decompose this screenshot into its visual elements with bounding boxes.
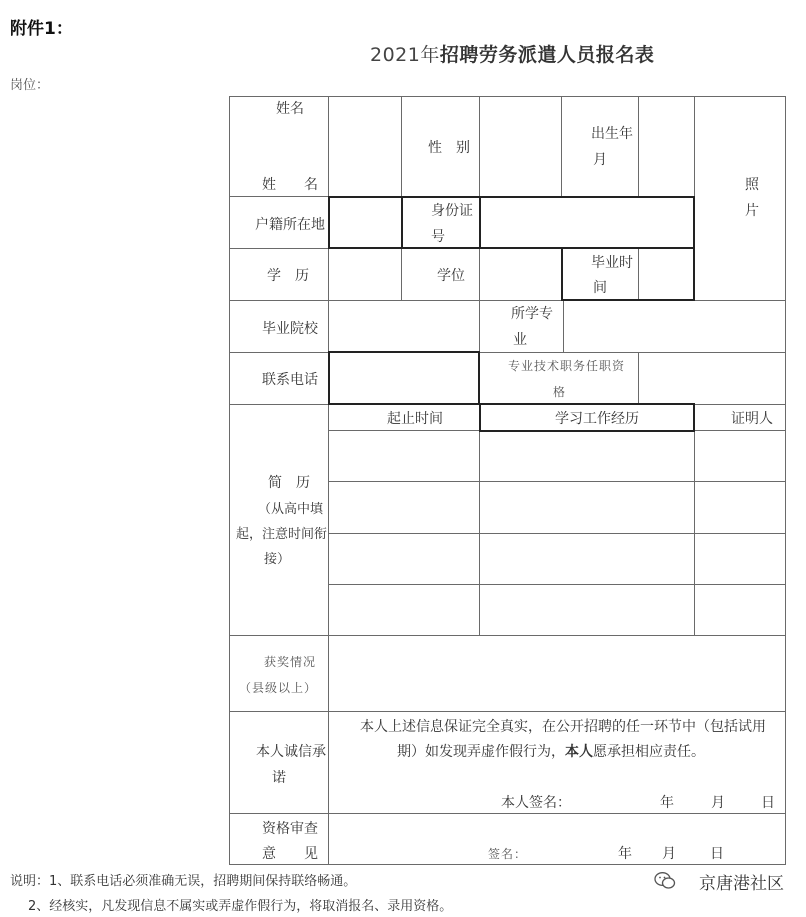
review-label-line2: 意 见 bbox=[262, 846, 318, 862]
signature-field[interactable] bbox=[570, 788, 650, 810]
awards-input[interactable] bbox=[330, 637, 784, 710]
resume-label: 简 历 bbox=[268, 475, 310, 491]
resume-history-header: 学习工作经历 bbox=[555, 411, 639, 427]
form-title bbox=[370, 40, 654, 67]
idcard-label-line2: 号 bbox=[431, 229, 445, 245]
education-input[interactable] bbox=[330, 250, 400, 298]
education-label: 学 历 bbox=[267, 268, 309, 284]
integrity-text-line2 bbox=[397, 741, 705, 761]
resume-time-cell-3[interactable] bbox=[330, 535, 478, 583]
school-label: 毕业院校 bbox=[262, 321, 318, 337]
review-day: 日 bbox=[710, 846, 724, 862]
resume-time-cell-1[interactable] bbox=[330, 432, 478, 480]
degree-input[interactable] bbox=[481, 250, 559, 298]
review-year: 年 bbox=[618, 846, 632, 862]
hukou-input[interactable] bbox=[331, 199, 399, 246]
sign-label: 本人签名： bbox=[501, 795, 571, 811]
name-label-bottom: 姓 名 bbox=[262, 177, 318, 193]
birth-label-line2: 月 bbox=[593, 152, 607, 168]
resume-witness-cell-2[interactable] bbox=[696, 483, 784, 532]
school-input[interactable] bbox=[330, 302, 478, 350]
photo-label-line2: 片 bbox=[745, 203, 759, 219]
grad-time-input[interactable] bbox=[640, 250, 692, 298]
review-sign-label: 签名： bbox=[488, 847, 528, 861]
post-label: 岗位： bbox=[10, 78, 50, 93]
wechat-icon bbox=[654, 871, 676, 891]
grad-time-label-line1: 毕业时 bbox=[591, 255, 633, 271]
note-line2: 2、经核实，凡发现信息不属实或弄虚作假行为，将取消报名、录用资格。 bbox=[28, 899, 453, 914]
sign-year: 年 bbox=[660, 795, 674, 811]
degree-label: 学位 bbox=[437, 268, 465, 284]
resume-witness-cell-4[interactable] bbox=[696, 586, 784, 634]
integrity-text-part-b: 本人 bbox=[565, 744, 593, 760]
integrity-label-line1: 本人诚信承 bbox=[256, 744, 326, 760]
prof-title-input[interactable] bbox=[640, 354, 784, 402]
resume-time-cell-4[interactable] bbox=[330, 586, 478, 634]
review-input[interactable] bbox=[330, 815, 784, 863]
attachment-label: 附件1： bbox=[10, 19, 73, 39]
integrity-text-line1: 本人上述信息保证完全真实，在公开招聘的任一环节中（包括试用 bbox=[360, 719, 766, 735]
birth-input[interactable] bbox=[640, 98, 692, 194]
idcard-label-line1: 身份证 bbox=[431, 203, 473, 219]
resume-witness-header: 证明人 bbox=[731, 411, 773, 427]
major-label-line1: 所学专 bbox=[511, 306, 553, 322]
major-input[interactable] bbox=[565, 302, 784, 350]
major-label-line2: 业 bbox=[513, 332, 527, 348]
gender-label: 性 别 bbox=[428, 140, 470, 156]
review-label-line1: 资格审查 bbox=[262, 821, 318, 837]
phone-input[interactable] bbox=[331, 354, 477, 402]
resume-history-cell-3[interactable] bbox=[481, 535, 693, 583]
integrity-text-part-a: 期）如发现弄虚作假行为， bbox=[397, 744, 565, 760]
resume-note-line2: 起，注意时间衔 bbox=[236, 527, 328, 542]
resume-note-line1: （从高中填 bbox=[258, 502, 324, 517]
photo-box[interactable] bbox=[696, 98, 784, 298]
title-year: 2021年 bbox=[370, 44, 440, 66]
note-line1: 说明：1、联系电话必须准确无误，招聘期间保持联络畅通。 bbox=[10, 874, 357, 889]
resume-history-cell-2[interactable] bbox=[481, 483, 693, 532]
birth-label-line1: 出生年 bbox=[591, 126, 633, 142]
phone-label: 联系电话 bbox=[262, 372, 318, 388]
gender-input[interactable] bbox=[481, 98, 559, 194]
awards-label-line2: （县级以上） bbox=[239, 681, 318, 695]
title-text: 招聘劳务派遣人员报名表 bbox=[439, 44, 655, 66]
name-input[interactable] bbox=[330, 98, 400, 194]
integrity-label-line2: 诺 bbox=[272, 770, 286, 786]
awards-label-line1: 获奖情况 bbox=[264, 655, 317, 669]
photo-label-line1: 照 bbox=[745, 177, 759, 193]
resume-time-header: 起止时间 bbox=[387, 411, 443, 427]
review-month: 月 bbox=[662, 846, 676, 862]
name-label-top: 姓名 bbox=[276, 101, 304, 117]
watermark-text: 京唐港社区 bbox=[699, 874, 784, 894]
resume-history-cell-1[interactable] bbox=[481, 432, 693, 480]
resume-time-cell-2[interactable] bbox=[330, 483, 478, 532]
integrity-text-part-c: 愿承担相应责任。 bbox=[593, 744, 705, 760]
grad-time-label-line2: 间 bbox=[593, 280, 607, 296]
hukou-label: 户籍所在地 bbox=[255, 217, 325, 233]
prof-title-label-line2: 格 bbox=[553, 385, 567, 399]
sign-day: 日 bbox=[761, 795, 775, 811]
idcard-input[interactable] bbox=[482, 199, 692, 246]
resume-witness-cell-1[interactable] bbox=[696, 432, 784, 480]
sign-month: 月 bbox=[711, 795, 725, 811]
resume-note-line3: 接） bbox=[264, 552, 291, 567]
resume-history-cell-4[interactable] bbox=[481, 586, 693, 634]
prof-title-label-line1: 专业技术职务任职资 bbox=[508, 359, 626, 373]
resume-witness-cell-3[interactable] bbox=[696, 535, 784, 583]
